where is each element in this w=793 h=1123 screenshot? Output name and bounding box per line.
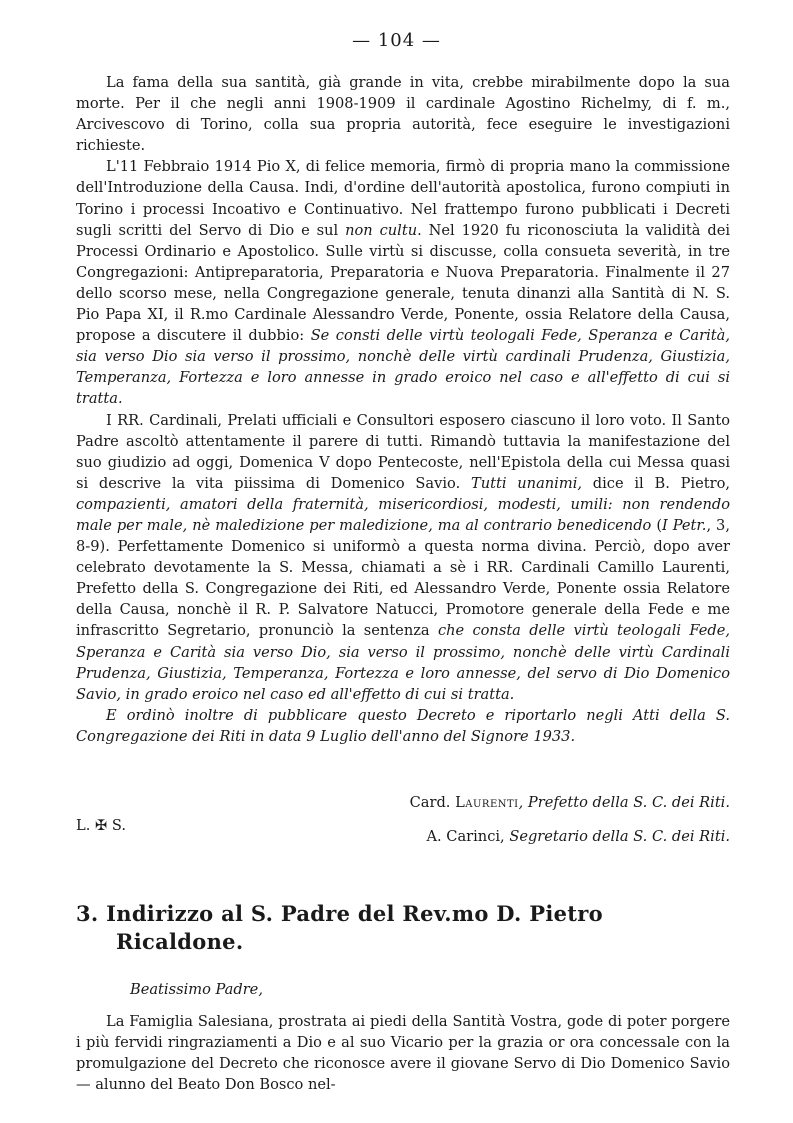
paragraph-3 <box>76 410 730 705</box>
paragraph-2-text-c: . Nel 1920 fu riconosciuta la validità dei Processi Ordinario e Apostolico. Sulle virtù si discusse, colla consueta severità, in tre Congregazioni: Antipreparatoria, Preparatoria e Nuova Preparatoria. Finalmente il 27 dello scorso mese, nella Congregazione generale, tenuta dinanzi alla Santità di N. S. Pio Papa XI, il R.mo Cardinale Alessandro Verde, Ponente, ossia Relatore della Causa, propose a discutere il dubbio: <box>76 221 731 345</box>
signature-block <box>76 794 730 854</box>
paragraph-2-text-b: non cultu <box>345 221 418 239</box>
address-body <box>76 1011 730 1095</box>
page-number: — 104 — <box>352 30 441 51</box>
signature-prefect-role: , Prefetto della S. C. dei Riti. <box>518 794 730 811</box>
seal-mark: L. ✠ S. <box>76 817 126 834</box>
address-paragraph: La Famiglia Salesiana, prostrata ai piedi della Santità Vostra, gode di poter porgere i più fervidi ringraziamenti a Dio e al suo Vicario per la grazia or ora concessale con la promulgazione del Decreto che riconosce avere il giovane Servo di Dio Domenico Savio — alunno del Beato Don Bosco nel- <box>76 1013 730 1093</box>
decree-body <box>76 72 730 747</box>
paragraph-2-doubt: Se consti delle virtù teologali Fede, Speranza e Carità, sia verso Dio sia verso il prossimo, nonchè delle virtù cardinali Prudenza, Giustizia, Temperanza, Fortezza e loro annesse in grado eroico nel caso e all'effetto di cui si tratta. <box>76 327 730 408</box>
signature-prefect <box>410 794 730 811</box>
signature-prefect-prefix: Card. <box>409 794 456 811</box>
paragraph-2 <box>76 156 730 409</box>
paragraph-3-quote: compazienti, amatori della fraternità, misericordiosi, modesti, umili: non rendendo male per male, nè maledizione per maledizione, ma al contrario benedicendo <box>76 495 730 534</box>
section-heading-line-1: 3. Indirizzo al S. Padre del Rev.mo D. Pietro <box>76 901 603 926</box>
paragraph-3-text-b: Tutti unanimi, <box>470 474 582 492</box>
paragraph-2-text-a: L'11 Febbraio 1914 Pio X, di felice memoria, firmò di propria mano la commissione dell'Introduzione della Causa. Indi, d'ordine dell'autorità apostolica, furono compiuti in Torino i processi Incoativo e Continuativo. Nel frattempo furono pubblicati i Decreti sugli scritti del Servo di Dio e sul <box>76 158 730 239</box>
section-heading <box>76 900 746 956</box>
paragraph-3-sentence: che consta delle virtù teologali Fede, Speranza e Carità sia verso Dio, sia verso il prossimo, nonchè delle virtù Cardinali Prudenza, Giustizia, Temperanza, Fortezza e loro annesse, del servo di Dio Domenico Savio, in grado eroico nel caso ed all'effetto di cui si tratta. <box>76 622 730 703</box>
paragraph-3-citation: I Petr. <box>662 516 707 534</box>
signature-secretary <box>426 828 730 845</box>
paragraph-3-text-a: I RR. Cardinali, Prelati ufficiali e Consultori esposero ciascuno il loro voto. Il Santo Padre ascoltò attentamente il parere di tutti. Rimandò tuttavia la manifestazione del suo giudizio ad oggi, Domenica V dopo Pentecoste, nell'Epistola della cui Messa quasi si descrive la vita piissima di Domenico Savio. <box>76 411 730 492</box>
signature-prefect-name: Laurenti <box>455 794 519 811</box>
paragraph-3-text-g: , 3, 8-9). Perfettamente Domenico si uniformò a questa norma divina. Perciò, dopo aver celebrato devotamente la S. Messa, chiamati a sè i RR. Cardinali Camillo Laurenti, Prefetto della S. Congregazione dei Riti, ed Alessandro Verde, Ponente ossia Relatore della Causa, nonchè il R. P. Salvatore Natucci, Promotore generale della Fede e me infrascritto Segretario, pronunciò la sentenza <box>76 516 730 640</box>
section-heading-line-2: Ricaldone. <box>116 929 244 954</box>
signature-secretary-name: A. Carinci, <box>426 828 510 845</box>
paragraph-3-text-e: ( <box>651 516 663 534</box>
salutation: Beatissimo Padre, <box>130 981 263 998</box>
paragraph-4: E ordinò inoltre di pubblicare questo Decreto e riportarlo negli Atti della S. Congregazione dei Riti in data 9 Luglio dell'anno del Signore 1933. <box>76 706 730 745</box>
paragraph-3-text-c: dice il B. Pietro, <box>582 474 730 492</box>
signature-secretary-role: Segretario della S. C. dei Riti. <box>509 828 730 845</box>
paragraph-1: La fama della sua santità, già grande in vita, crebbe mirabilmente dopo la sua morte. Per il che negli anni 1908-1909 il cardinale Agostino Richelmy, di f. m., Arcivescovo di Torino, colla sua propria autorità, fece eseguire le investigazioni richieste. <box>76 74 730 155</box>
